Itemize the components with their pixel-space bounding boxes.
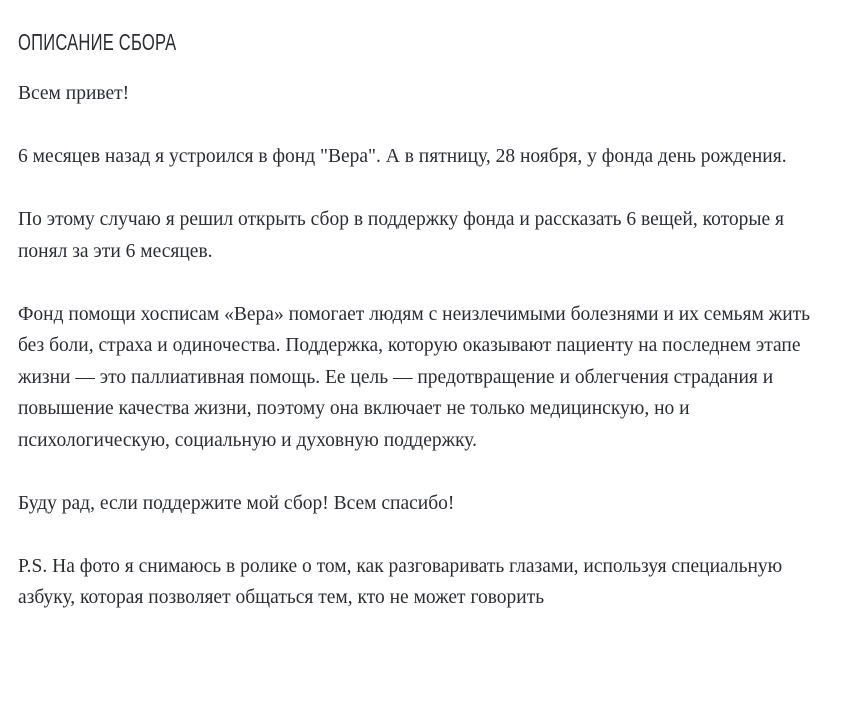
section-title: ОПИСАНИЕ СБОРА [18,29,177,55]
description-paragraph-intro: 6 месяцев назад я устроился в фонд "Вера". А в пятницу, 28 ноября, у фонда день рождения. [18,146,787,167]
description-paragraph-ps: P.S. На фото я снимаюсь в ролике о том, как разговаривать глазами, используя специальную азбуку, которая позволяет общаться тем, кто не может говорить [18,555,783,608]
description-paragraph-thanks: Буду рад, если поддержите мой сбор! Всем спасибо! [18,492,455,514]
description-paragraph-foundation: Фонд помощи хосписам «Вера» помогает людям с неизлечимыми болезнями и их семьям жить без боли, страха и одиночества. Поддержка, которую оказывают пациенту на последнем этапе жизни — это паллиативная помощь. Ее цель — предотвращение и облегчения страдания и повышение качества жизни, поэтому она включает не только медицинскую, но и психологическую, социальную и духовную поддержку. [18,303,811,451]
fundraiser-description [18,27,833,614]
description-paragraph-occasion: По этому случаю я решил открыть сбор в поддержку фонда и рассказать 6 вещей, которые я понял за эти 6 месяцев. [18,209,784,262]
description-paragraph-greeting: Всем привет! [18,83,130,104]
